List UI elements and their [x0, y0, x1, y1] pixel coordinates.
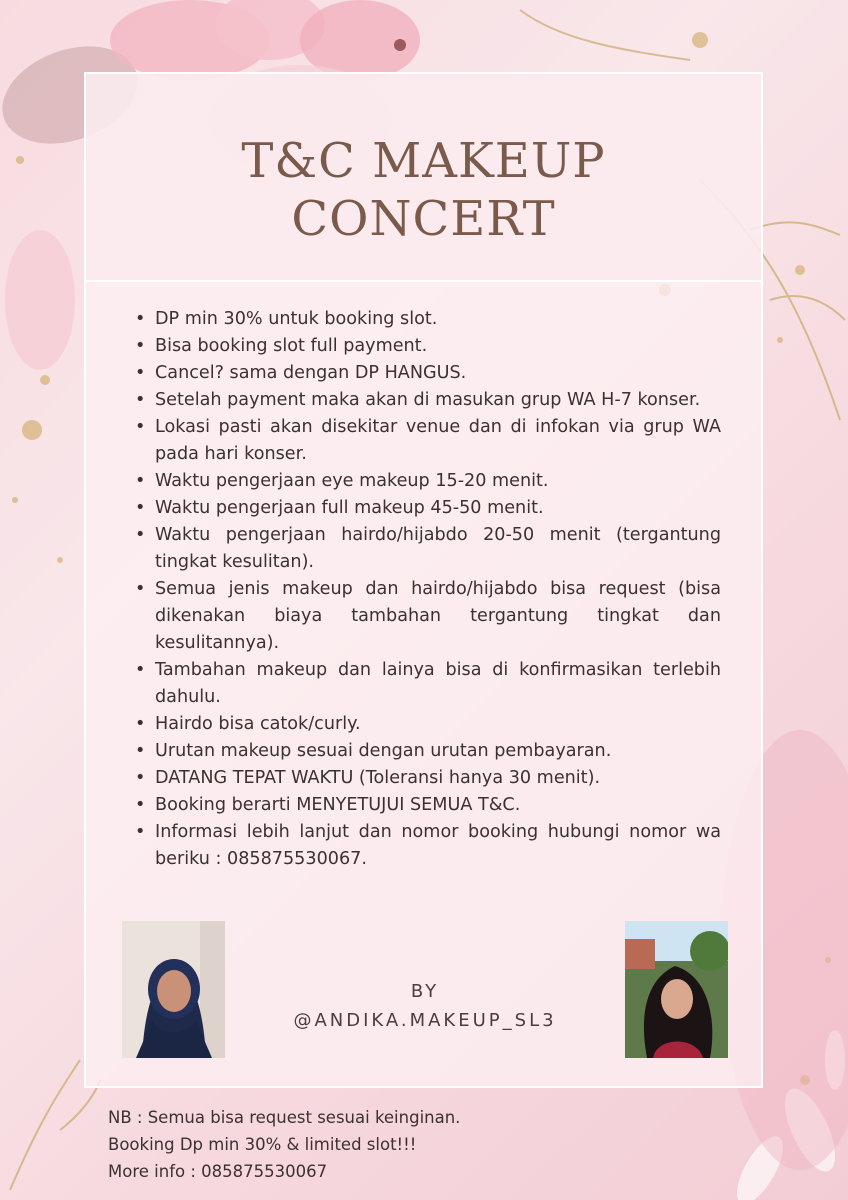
term-item: • Informasi lebih lanjut dan nomor booking hubungi nomor wa beriku : 085875530067. [133, 819, 721, 873]
term-item: • Waktu pengerjaan eye makeup 15-20 menit. [133, 468, 721, 495]
term-item: • Lokasi pasti akan disekitar venue dan di infokan via grup WA pada hari konser. [133, 414, 721, 468]
title-line-2: CONCERT [291, 191, 556, 247]
term-item: • Setelah payment maka akan di masukan grup WA H-7 konser. [133, 387, 721, 414]
term-item: • Hairdo bisa catok/curly. [133, 711, 721, 738]
footnote-line-2: Booking Dp min 30% & limited slot!!! [108, 1135, 417, 1154]
byline-label: BY [410, 981, 440, 1002]
portrait-curly-hair-image [625, 921, 728, 1058]
term-item: • Booking berarti MENYETUJUI SEMUA T&C. [133, 792, 721, 819]
footnote [108, 1104, 460, 1185]
title-panel [86, 74, 761, 282]
footnote-line-3: More info : 085875530067 [108, 1162, 328, 1181]
term-item: • Urutan makeup sesuai dengan urutan pembayaran. [133, 738, 721, 765]
portrait-photo-left [122, 921, 225, 1058]
page-title [86, 132, 761, 248]
term-item: • Cancel? sama dengan DP HANGUS. [133, 360, 721, 387]
term-item: • Bisa booking slot full payment. [133, 333, 721, 360]
term-item: • Tambahan makeup dan lainya bisa di konfirmasikan terlebih dahulu. [133, 657, 721, 711]
footnote-line-1: NB : Semua bisa request sesuai keinginan. [108, 1108, 461, 1127]
term-item: • Semua jenis makeup dan hairdo/hijabdo bisa request (bisa dikenakan biaya tambahan tergantung tingkat dan kesulitannya). [133, 576, 721, 657]
term-item: • Waktu pengerjaan full makeup 45-50 menit. [133, 495, 721, 522]
term-item: • Waktu pengerjaan hairdo/hijabdo 20-50 menit (tergantung tingkat kesulitan). [133, 522, 721, 576]
portrait-photo-right [625, 921, 728, 1058]
term-item: • DATANG TEPAT WAKTU (Toleransi hanya 30 menit). [133, 765, 721, 792]
title-line-1: T&C MAKEUP [241, 133, 606, 189]
term-item: • DP min 30% untuk booking slot. [133, 306, 721, 333]
terms-list [133, 306, 721, 873]
byline-handle: @ANDIKA.MAKEUP_SL3 [293, 1010, 557, 1031]
portrait-hijab-image [122, 921, 225, 1058]
